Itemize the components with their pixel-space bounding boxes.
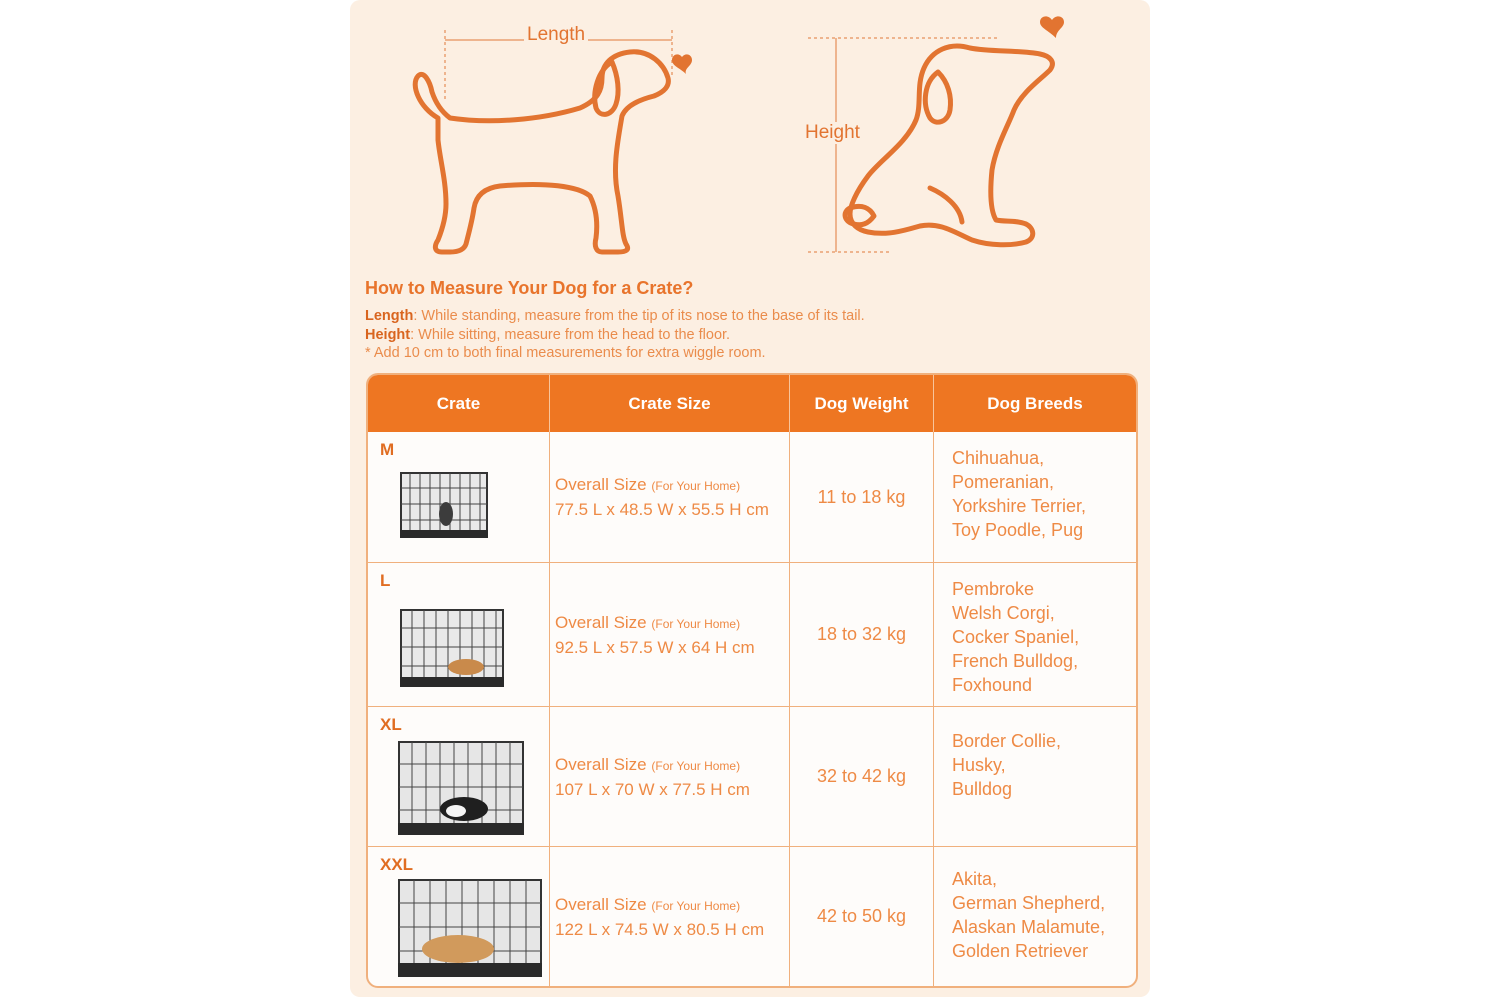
overall-size-line: [555, 473, 789, 498]
crate-image-icon: [398, 879, 542, 977]
breed: Chihuahua,: [952, 448, 1045, 468]
overall-size-line: [555, 893, 789, 918]
crate-cell: [368, 563, 550, 706]
for-home-label: (For Your Home): [651, 616, 741, 631]
dimensions: 77.5 L x 48.5 W x 55.5 H cm: [555, 500, 769, 519]
crate-size-cell: [550, 432, 790, 562]
breed: Foxhound: [952, 675, 1033, 695]
crate-image-icon: [400, 609, 504, 687]
for-home-label: (For Your Home): [651, 479, 741, 493]
dog-measurement-illustration: [350, 0, 1150, 270]
wiggle-note: * Add 10 cm to both final measurements for extra wiggle room.: [365, 345, 766, 361]
breed: Pembroke: [952, 579, 1035, 599]
table-body: [368, 432, 1136, 986]
table-row: [368, 432, 1136, 562]
breed: Akita,: [952, 869, 998, 889]
breed: Bulldog: [952, 779, 1013, 799]
breed: Yorkshire Terrier,: [952, 496, 1087, 516]
length-text: : While standing, measure from the tip of its nose to the base of its tail.: [413, 308, 865, 324]
dog-breeds-cell: [934, 563, 1136, 706]
dog-weight-cell: 18 to 32 kg: [790, 563, 934, 706]
breed: Alaskan Malamute,: [952, 917, 1106, 937]
breed: Husky,: [952, 755, 1006, 775]
heart-icon: [672, 54, 692, 74]
length-term: Length: [365, 308, 414, 324]
dog-outlines: [350, 0, 1150, 270]
size-label: XXL: [380, 855, 414, 874]
dog-breeds-cell: [934, 432, 1136, 562]
breed: French Bulldog,: [952, 651, 1079, 671]
standing-dog-icon: [415, 52, 668, 252]
overall-size-line: [555, 611, 789, 636]
breed: Toy Poodle, Pug: [952, 520, 1084, 540]
dog-weight-cell: 32 to 42 kg: [790, 707, 934, 846]
for-home-label: (For Your Home): [651, 898, 741, 913]
breed: Golden Retriever: [952, 941, 1089, 961]
crate-cell: [368, 432, 550, 562]
dog-breeds-cell: [934, 707, 1136, 846]
breed: Cocker Spaniel,: [952, 627, 1080, 647]
breed: Pomeranian,: [952, 472, 1055, 492]
height-label: Height: [802, 122, 863, 144]
breed: Welsh Corgi,: [952, 603, 1055, 623]
overall-size-line: [555, 753, 789, 778]
crate-cell: [368, 707, 550, 846]
crate-cell: [368, 847, 550, 986]
height-term: Height: [365, 326, 411, 343]
breed: German Shepherd,: [952, 893, 1106, 913]
header-dog-breeds: Dog Breeds: [987, 393, 1083, 413]
heart-icon: [1040, 16, 1064, 38]
header-crate-size: Crate Size: [550, 375, 790, 432]
crate-size-cell: [550, 847, 790, 986]
crate-size-table: [366, 373, 1138, 988]
dimensions: 107 L x 70 W x 77.5 H cm: [555, 779, 750, 799]
overall-size-label: Overall Size: [555, 475, 647, 494]
table-header: [368, 375, 1136, 432]
for-home-label: (For Your Home): [651, 758, 741, 773]
overall-size-label: Overall Size: [555, 754, 647, 774]
size-guide-panel: [350, 0, 1150, 997]
size-label: XL: [380, 715, 402, 734]
howto-instructions: [365, 307, 865, 363]
header-crate: Crate: [368, 375, 550, 432]
overall-size-label: Overall Size: [555, 894, 647, 914]
table-row: [368, 846, 1136, 986]
howto-title: How to Measure Your Dog for a Crate?: [365, 278, 694, 298]
dimensions: 92.5 L x 57.5 W x 64 H cm: [555, 637, 755, 657]
length-label: Length: [524, 24, 588, 46]
crate-image-icon: [398, 741, 524, 835]
height-instruction: [365, 326, 865, 345]
crate-size-cell: [550, 563, 790, 706]
crate-image-icon: [400, 472, 488, 538]
crate-size-cell: [550, 707, 790, 846]
size-label: M: [380, 440, 395, 459]
sitting-dog-icon: [845, 46, 1052, 245]
length-instruction: [365, 307, 865, 326]
dog-breeds-cell: [934, 847, 1136, 986]
breed: Border Collie,: [952, 731, 1062, 751]
height-dimension-icon: [808, 38, 998, 252]
table-row: [368, 562, 1136, 706]
dog-weight-cell: 42 to 50 kg: [790, 847, 934, 986]
header-dog-weight: Dog Weight: [790, 375, 934, 432]
dog-weight-cell: 11 to 18 kg: [790, 432, 934, 562]
height-text: : While sitting, measure from the head to the floor.: [410, 326, 731, 343]
overall-size-label: Overall Size: [555, 612, 647, 632]
size-label: L: [380, 571, 391, 590]
table-row: [368, 706, 1136, 846]
dimensions: 122 L x 74.5 W x 80.5 H cm: [555, 919, 765, 939]
